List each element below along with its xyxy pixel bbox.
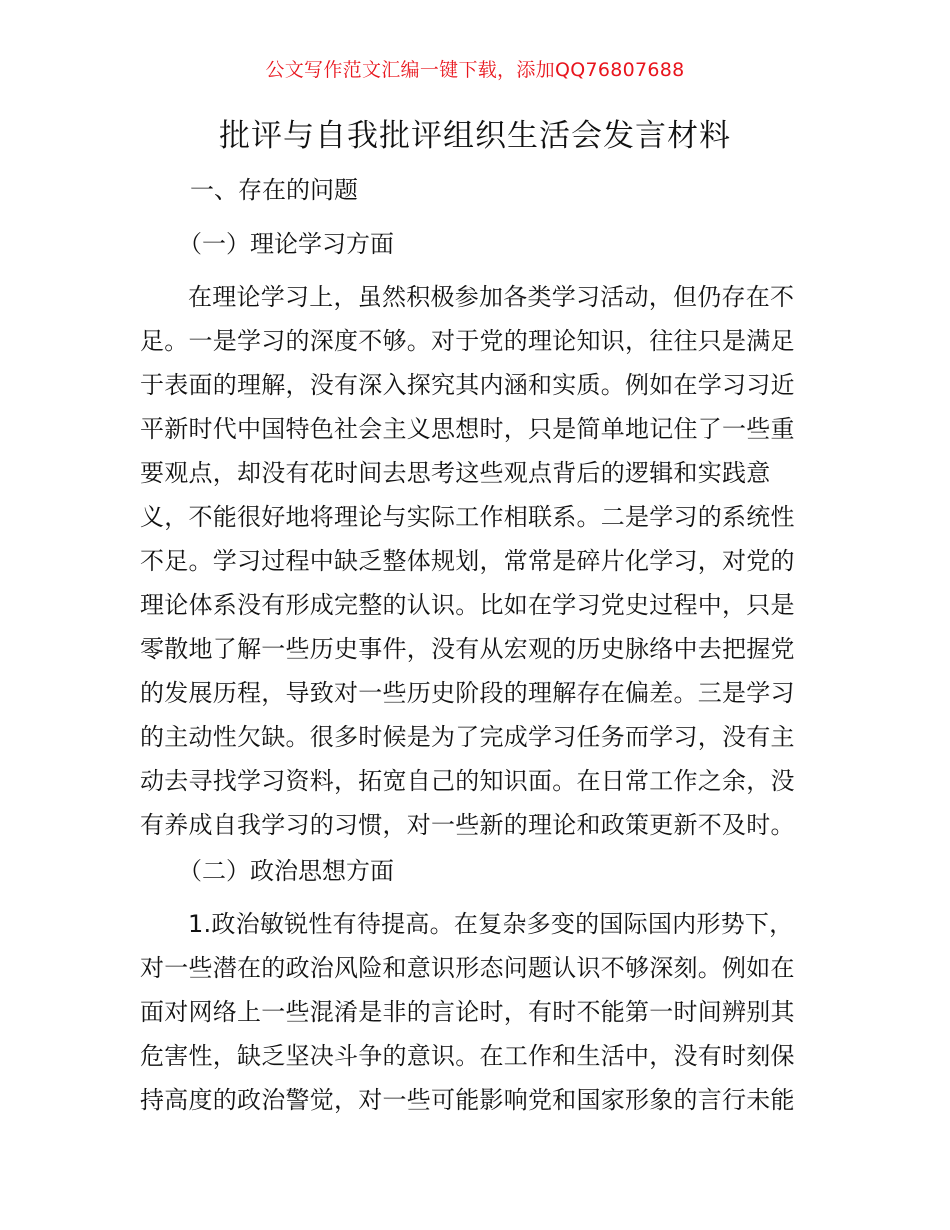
paragraph-theory-study [140, 275, 815, 847]
paragraph-line: 平新时代中国特色社会主义思想时，只是简单地记住了一些重 [140, 415, 795, 443]
paragraph-line: 持高度的政治警觉，对一些可能影响党和国家形象的言行未能 [140, 1086, 795, 1114]
paragraph-line: 面对网络上一些混淆是非的言论时，有时不能第一时间辨别其 [140, 998, 795, 1026]
paragraph-line: 动去寻找学习资料，拓宽自己的知识面。在日常工作之余，没 [140, 767, 795, 795]
paragraph-line: 义，不能很好地将理论与实际工作相联系。二是学习的系统性 [140, 503, 795, 531]
document-title: 批评与自我批评组织生活会发言材料 [219, 118, 731, 154]
paragraph-line: 的发展历程，导致对一些历史阶段的理解存在偏差。三是学习 [140, 679, 795, 707]
section-heading-problems: 一、存在的问题 [190, 176, 358, 204]
paragraph-line: 要观点，却没有花时间去思考这些观点背后的逻辑和实践意 [140, 459, 771, 487]
paragraph-line: 的主动性欠缺。很多时候是为了完成学习任务而学习，没有主 [140, 723, 795, 751]
paragraph-line: 1.政治敏锐性有待提高。在复杂多变的国际国内形势下， [188, 910, 794, 938]
paragraph-line: 于表面的理解，没有深入探究其内涵和实质。例如在学习习近 [140, 371, 795, 399]
paragraph-line: 对一些潜在的政治风险和意识形态问题认识不够深刻。例如在 [140, 954, 795, 982]
paragraph-line: 有养成自我学习的习惯，对一些新的理论和政策更新不及时。 [140, 811, 795, 839]
download-watermark: 公文写作范文汇编一键下载，添加QQ76807688 [265, 59, 685, 81]
paragraph-line: 理论体系没有形成完整的认识。比如在学习党史过程中，只是 [140, 591, 795, 619]
subsection-heading-political-thought: （二）政治思想方面 [178, 857, 394, 885]
subsection-heading-theory-study: （一）理论学习方面 [178, 230, 394, 258]
paragraph-political-thought [140, 902, 815, 1122]
paragraph-line: 危害性，缺乏坚决斗争的意识。在工作和生活中，没有时刻保 [140, 1042, 795, 1070]
paragraph-line: 零散地了解一些历史事件，没有从宏观的历史脉络中去把握党 [140, 635, 795, 663]
paragraph-line: 不足。学习过程中缺乏整体规划，常常是碎片化学习，对党的 [140, 547, 795, 575]
paragraph-line: 在理论学习上，虽然积极参加各类学习活动，但仍存在不 [188, 283, 795, 311]
paragraph-line: 足。一是学习的深度不够。对于党的理论知识，往往只是满足 [140, 327, 795, 355]
